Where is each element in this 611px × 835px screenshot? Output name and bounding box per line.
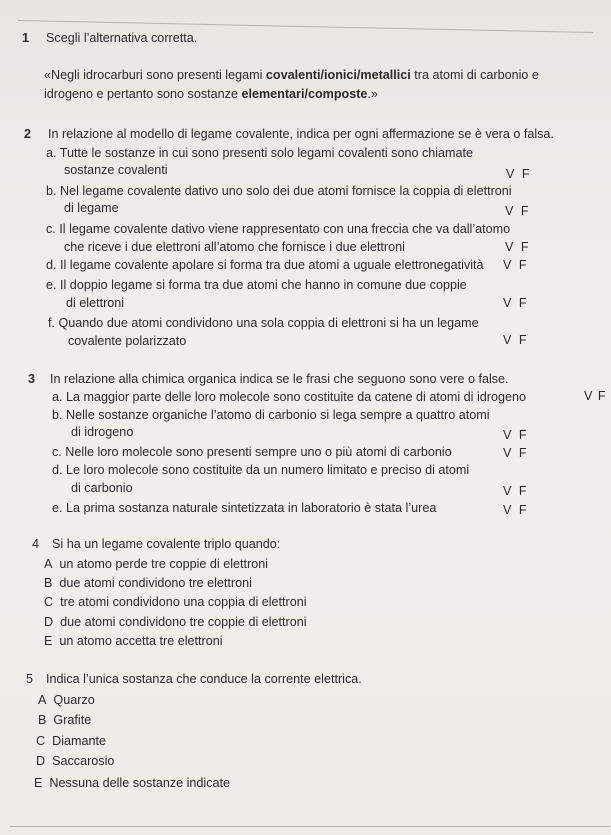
q5-option-text: Diamante bbox=[52, 734, 107, 748]
q2-item-f-line1 bbox=[48, 315, 479, 331]
q3-title: In relazione alla chimica organica indica se le frasi che seguono sono vere o false. bbox=[50, 372, 509, 386]
q1-line2-end: .» bbox=[367, 87, 378, 101]
q2-item-letter: e. bbox=[46, 278, 57, 292]
q3-item-d-vf[interactable]: V F bbox=[503, 484, 527, 498]
q4-option-b[interactable] bbox=[44, 575, 252, 591]
q3-item-text: Nelle sostanze organiche l’atomo di carbonio si lega sempre a quattro atomi bbox=[66, 408, 490, 422]
q2-item-c-line2: che riceve i due elettroni all’atomo che fornisce i due elettroni bbox=[64, 240, 405, 254]
q2-item-c-vf[interactable]: V F bbox=[505, 240, 529, 254]
q2-item-b-vf[interactable]: V F bbox=[505, 204, 529, 218]
q2-item-text: Tutte le sostanze in cui sono presenti solo legami covalenti sono chiamate bbox=[59, 146, 474, 160]
q2-item-b-line2: di legame bbox=[64, 201, 119, 215]
q4-heading bbox=[32, 536, 280, 552]
q1-choice-bond[interactable]: covalenti/ionici/metallici bbox=[265, 68, 411, 82]
q3-item-letter: e. bbox=[52, 501, 63, 515]
q3-heading bbox=[28, 371, 509, 387]
q4-option-a[interactable] bbox=[44, 556, 268, 572]
q2-item-f-line2: covalente polarizzato bbox=[68, 334, 187, 348]
q5-option-text: Grafite bbox=[53, 713, 92, 727]
q3-item-c-line1 bbox=[52, 444, 452, 460]
q3-item-text: Nelle loro molecole sono presenti sempre uno o più atomi di carbonio bbox=[65, 445, 452, 459]
q5-title: Indica l’unica sostanza che conduce la corrente elettrica. bbox=[46, 672, 362, 686]
q3-item-letter: d. bbox=[52, 463, 63, 477]
q4-option-letter: E bbox=[44, 634, 53, 648]
q4-option-d[interactable] bbox=[44, 614, 307, 630]
q4-option-e[interactable] bbox=[44, 633, 223, 649]
q1-choice-substance[interactable]: elementari/composte bbox=[241, 87, 368, 101]
q4-option-text: due atomi condividono tre coppie di elettroni bbox=[60, 615, 307, 629]
q4-option-text: tre atomi condividono una coppia di elettroni bbox=[60, 595, 307, 609]
q3-item-text: Le loro molecole sono costituite da un numero limitato e preciso di atomi bbox=[66, 463, 470, 477]
q2-item-text: Il legame covalente dativo viene rappresentato con una freccia che va dall’atomo bbox=[59, 222, 511, 236]
q5-number: 5 bbox=[26, 672, 34, 686]
q3-item-d-line1 bbox=[52, 462, 469, 478]
q4-option-letter: D bbox=[44, 615, 54, 629]
q2-heading bbox=[24, 126, 554, 142]
q2-item-text: Il doppio legame si forma tra due atomi che hanno in comune due coppie bbox=[60, 278, 467, 292]
q4-option-text: un atomo perde tre coppie di elettroni bbox=[59, 557, 269, 571]
q3-item-letter: a. bbox=[52, 390, 63, 404]
q2-item-d-line1 bbox=[46, 257, 484, 273]
q2-item-c-line1 bbox=[46, 221, 510, 237]
q2-item-letter: b. bbox=[46, 184, 57, 198]
q2-item-text: Nel legame covalente dativo uno solo dei due atomi fornisce la coppia di elettroni bbox=[60, 184, 512, 198]
q2-item-letter: f. bbox=[48, 316, 55, 330]
q4-option-letter: B bbox=[44, 576, 53, 590]
q5-option-text: Nessuna delle sostanze indicate bbox=[49, 776, 231, 790]
q5-option-letter: E bbox=[34, 776, 43, 790]
q1-line1-start: «Negli idrocarburi sono presenti legami bbox=[44, 68, 266, 82]
q3-item-letter: b. bbox=[52, 408, 63, 422]
q2-item-letter: c. bbox=[46, 222, 56, 236]
q2-title: In relazione al modello di legame covalente, indica per ogni affermazione se è vera o falsa. bbox=[48, 127, 554, 141]
q3-item-e-vf[interactable]: V F bbox=[503, 503, 527, 517]
q4-number: 4 bbox=[32, 537, 40, 551]
q3-number: 3 bbox=[28, 372, 36, 386]
q3-item-e-line1 bbox=[52, 500, 436, 516]
q5-option-letter: D bbox=[36, 754, 46, 768]
q1-line1-end: tra atomi di carbonio e bbox=[410, 68, 539, 82]
q2-item-a-line1 bbox=[46, 145, 473, 161]
q2-item-a-vf[interactable]: V F bbox=[506, 167, 530, 181]
q4-option-text: due atomi condividono tre elettroni bbox=[59, 576, 252, 590]
q3-item-letter: c. bbox=[52, 445, 62, 459]
bottom-rule bbox=[10, 826, 610, 827]
q5-option-e[interactable] bbox=[34, 775, 230, 791]
q3-item-d-line2: di carbonio bbox=[71, 481, 133, 495]
q2-item-a-line2: sostanze covalenti bbox=[64, 163, 168, 177]
q1-number: 1 bbox=[22, 31, 30, 45]
q5-option-letter: A bbox=[38, 693, 47, 707]
q3-item-b-line1 bbox=[52, 407, 490, 423]
q4-option-c[interactable] bbox=[44, 594, 307, 610]
q2-item-f-vf[interactable]: V F bbox=[503, 333, 527, 347]
q5-option-letter: B bbox=[38, 713, 47, 727]
q2-item-e-vf[interactable]: V F bbox=[503, 296, 527, 310]
q3-item-text: La maggior parte delle loro molecole sono costituite da catene di atomi di idrogeno bbox=[66, 390, 526, 404]
q5-option-c[interactable] bbox=[36, 733, 106, 749]
q4-option-letter: A bbox=[44, 557, 53, 571]
q5-option-text: Quarzo bbox=[53, 693, 95, 707]
q2-item-text: Quando due atomi condividono una sola coppia di elettroni si ha un legame bbox=[58, 316, 479, 330]
q2-item-e-line2: di elettroni bbox=[66, 296, 125, 310]
q1-line2-start: idrogeno e pertanto sono sostanze bbox=[44, 87, 242, 101]
q3-item-b-line2: di idrogeno bbox=[71, 425, 134, 439]
q5-option-a[interactable] bbox=[38, 692, 95, 708]
q4-option-text: un atomo accetta tre elettroni bbox=[59, 634, 223, 648]
q3-item-c-vf[interactable]: V F bbox=[503, 446, 527, 460]
q2-item-letter: d. bbox=[46, 258, 57, 272]
q2-item-e-line1 bbox=[46, 277, 467, 293]
q2-item-letter: a. bbox=[46, 146, 57, 160]
q3-item-b-vf[interactable]: V F bbox=[503, 428, 527, 442]
q5-option-d[interactable] bbox=[36, 753, 114, 769]
q3-item-a-line1 bbox=[52, 389, 526, 405]
q4-title: Si ha un legame covalente triplo quando: bbox=[52, 537, 281, 551]
q3-item-a-vf[interactable]: V F bbox=[584, 389, 606, 403]
q5-option-letter: C bbox=[36, 734, 46, 748]
q2-item-d-vf[interactable]: V F bbox=[503, 258, 527, 272]
q2-item-text: Il legame covalente apolare si forma tra due atomi a uguale elettronegatività bbox=[60, 258, 484, 272]
q1-heading bbox=[22, 30, 197, 46]
q1-text-line1 bbox=[44, 67, 539, 83]
q1-title: Scegli l’alternativa corretta. bbox=[46, 31, 198, 45]
q3-item-text: La prima sostanza naturale sintetizzata in laboratorio è stata l’urea bbox=[66, 501, 437, 515]
q5-option-b[interactable] bbox=[38, 712, 91, 728]
q5-option-text: Saccarosio bbox=[52, 754, 115, 768]
q2-number: 2 bbox=[24, 127, 32, 141]
q1-text-line2 bbox=[44, 86, 378, 102]
q5-heading bbox=[26, 671, 362, 687]
q4-option-letter: C bbox=[44, 595, 54, 609]
q2-item-b-line1 bbox=[46, 183, 512, 199]
